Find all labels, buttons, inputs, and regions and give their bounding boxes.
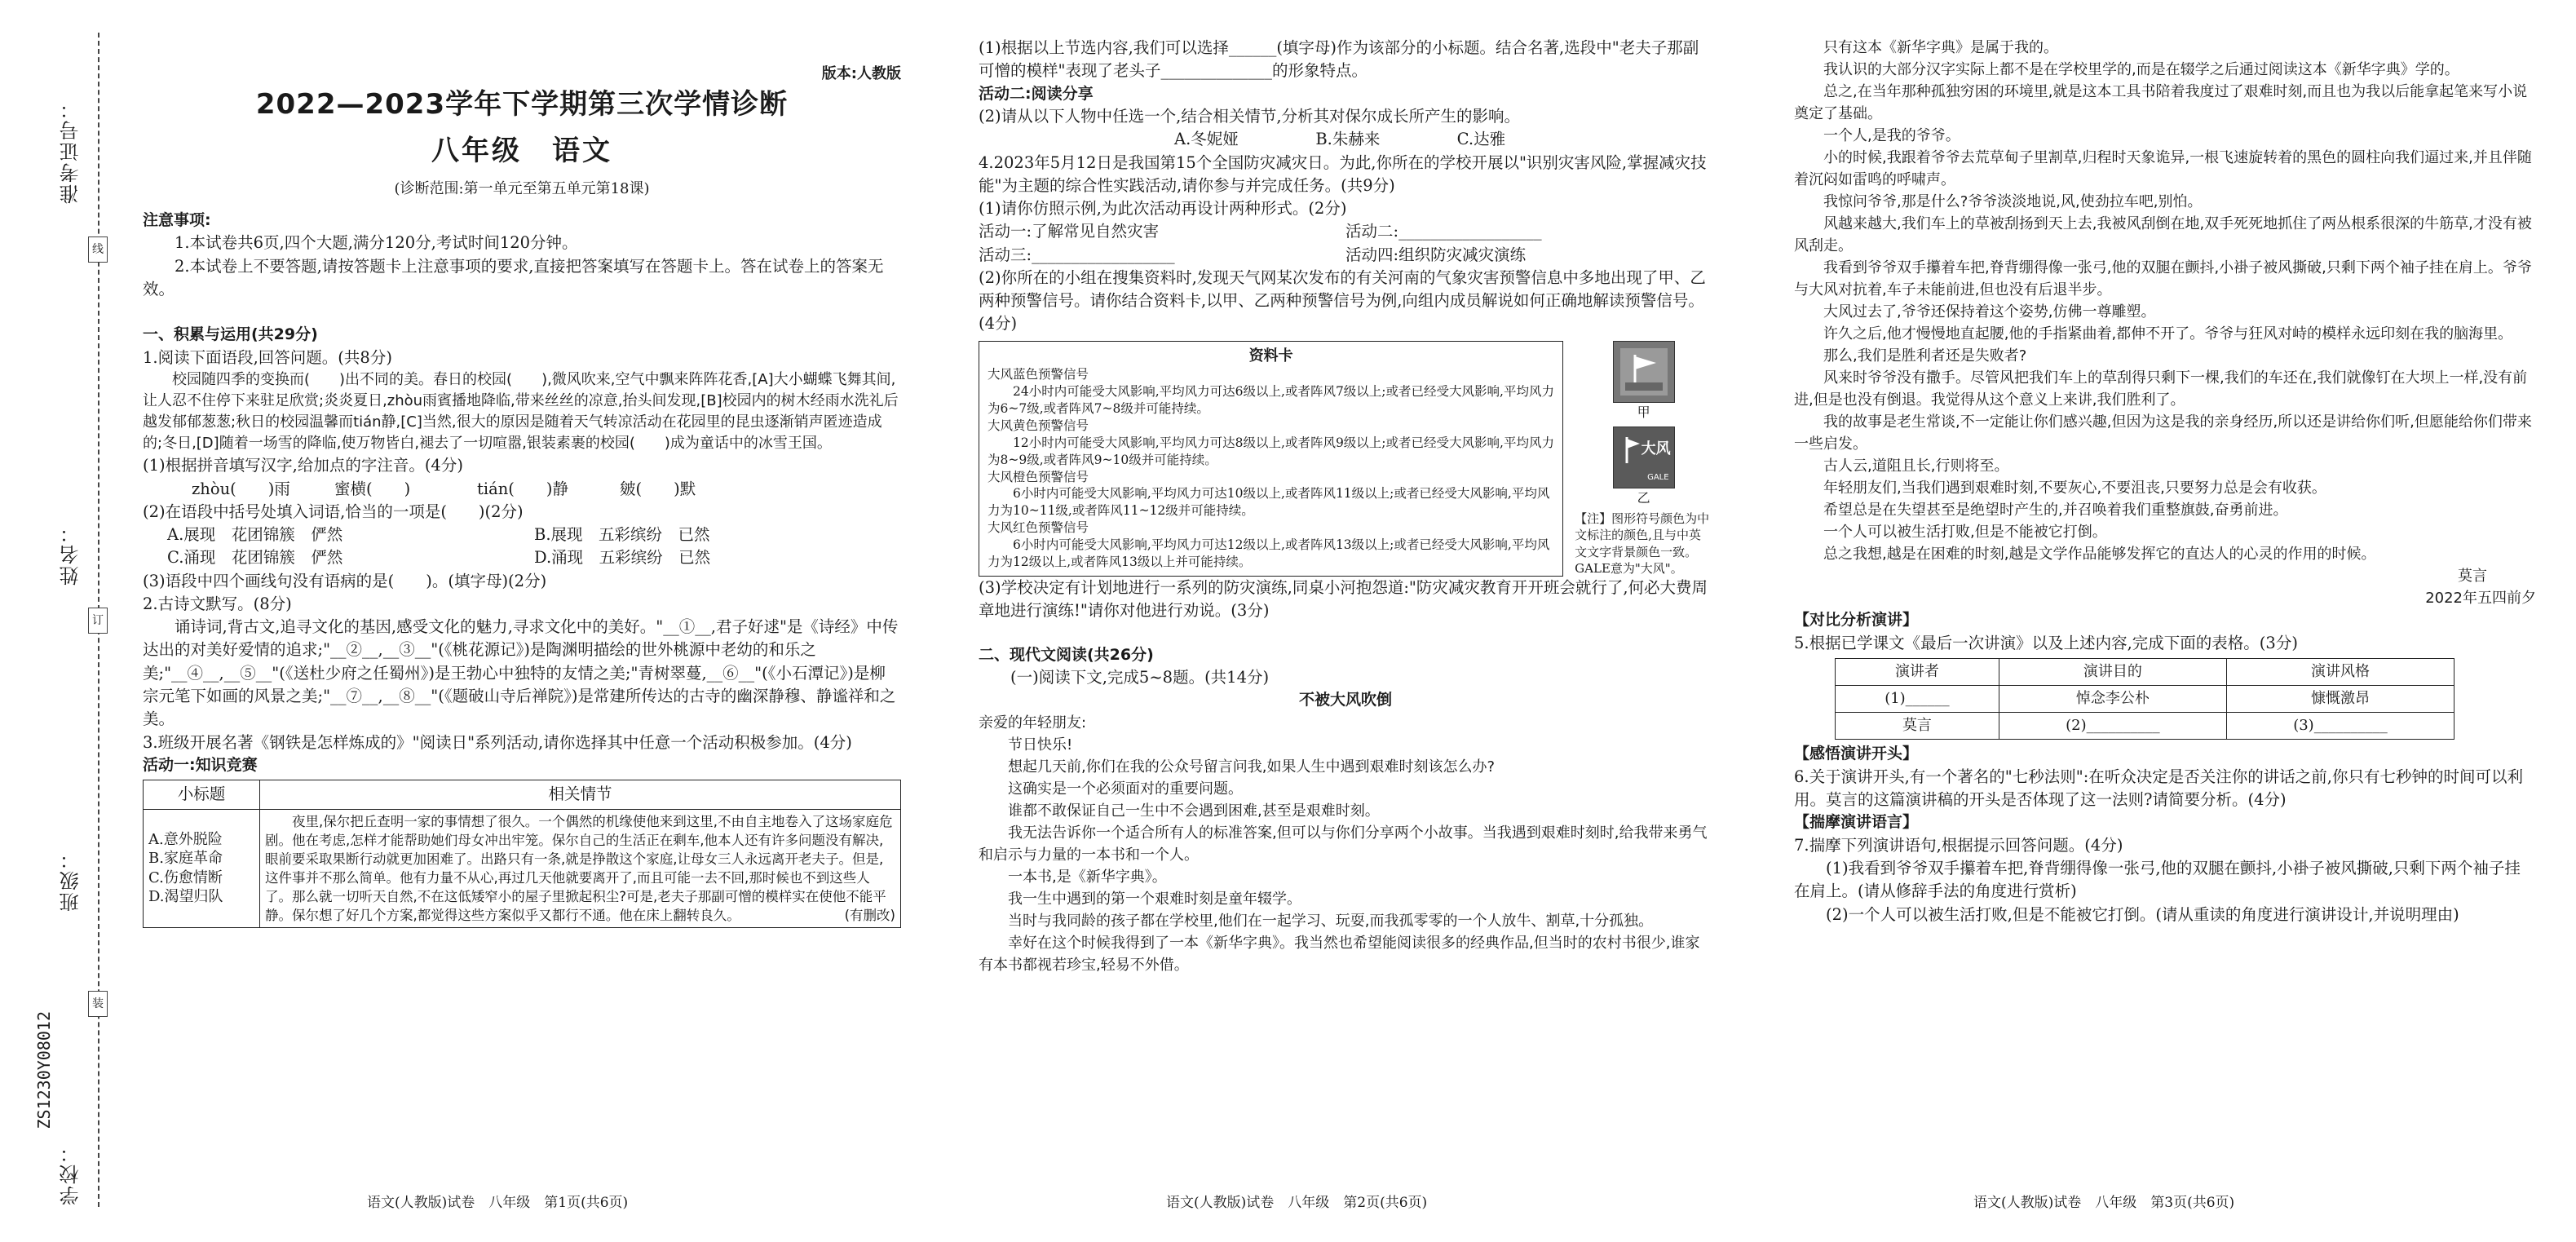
- binding-margin: [0, 0, 135, 1242]
- signal-a-label: 甲: [1637, 404, 1650, 420]
- essay-paragraph: 想起几天前,你们在我的公众号留言问我,如果人生中遇到艰难时刻该怎么办?: [1008, 758, 1495, 776]
- essay-paragraph: 谁都不敢保证自己一生中不会遇到困难,甚至是艰难时刻。: [1008, 802, 1380, 820]
- essay-paragraph: 总之,在当年那种孤独穷困的环境里,就是这本工具书陪着我度过了艰难时刻,而且也为我以后能拿起笔来写小说奠定了基础。: [1794, 83, 2528, 122]
- table-options-cell: [144, 809, 260, 928]
- plot-table: [143, 780, 901, 928]
- essay-paragraph: 风越来越大,我们车上的草被刮扬到天上去,我被风刮倒在地,双手死死地抓住了两丛根系很深的牛筋草,才没有被风刮走。: [1794, 215, 2532, 254]
- activity-2-label: 活动二:阅读分享: [979, 84, 1094, 103]
- page-footer: 语文(人教版)试卷 八年级 第1页(共6页): [367, 1195, 629, 1211]
- binding-tag-bind: 订: [88, 608, 108, 634]
- name-label: 姓名：: [60, 522, 82, 586]
- question-5: 5.根据已学课文《最后一次讲演》以及上述内容,完成下面的表格。(3分): [1794, 633, 2298, 652]
- essay-paragraph: 一个人可以被生活打败,但是不能被它打倒。: [1823, 524, 2107, 541]
- q3-options: [979, 128, 1598, 151]
- table-cell: 莫言: [1836, 713, 1999, 740]
- edition-label: 版本:人教版: [821, 65, 901, 82]
- activity-row: [979, 220, 1712, 243]
- binding-tag-staple: 装: [88, 991, 108, 1017]
- essay-paragraph: 这确实是一个必须面对的重要问题。: [1008, 780, 1243, 798]
- option-b: B.朱赫来: [1315, 130, 1381, 149]
- essay-paragraph: 当时与我同龄的孩子都在学校里,他们在一起学习、玩耍,而我孤零零的一个人放牛、割草,十分孤独。: [1008, 913, 1654, 930]
- signal-a: [1575, 341, 1712, 422]
- q1-pinyin-items: [143, 478, 762, 501]
- activity-item: 活动三:__________________: [979, 245, 1175, 264]
- wind-signal-icon: [1613, 427, 1675, 488]
- essay-paragraph: 许久之后,他才慢慢地直起腰,他的手指紧曲着,都伸不开了。爷爷与狂风对峙的模样永远印刻在我的脑海里。: [1823, 325, 2513, 343]
- table-row: [1836, 685, 2454, 712]
- plot-note: (有删改): [844, 908, 895, 924]
- activity-item: 活动二:__________________: [1345, 222, 1542, 241]
- question-2: 2.古诗文默写。(8分): [143, 594, 292, 613]
- material-card-area: [979, 341, 1712, 577]
- table-header: 小标题: [144, 780, 260, 809]
- essay-paragraph: 我的故事是老生常谈,不一定能让你们感兴趣,但因为这是我的亲身经历,所以还是讲给你们听,但愿能给你们带来一些启发。: [1794, 413, 2532, 453]
- signal-note: 【注】图形符号颜色为中文标注的颜色,且与中英文文字背景颜色一致。GALE意为"大风"。: [1575, 511, 1710, 576]
- essay-paragraph: 我看到爷爷双手攥着车把,脊背绷得像一张弓,他的双腿在颤抖,小褂子被风撕破,只剩下两个袖子挂在肩上。爷爷与大风对抗着,车子未能前进,但也没有后退半步。: [1794, 259, 2532, 298]
- school-label: 学校：: [60, 1142, 82, 1205]
- section-2-heading: 二、现代文阅读(共26分): [979, 645, 1154, 664]
- essay-paragraph: 亲爱的年轻朋友:: [979, 714, 1087, 731]
- q1-options-row: [143, 524, 901, 546]
- exam-number-label: 准考证号：: [60, 98, 82, 204]
- option-c: C.达雅: [1456, 130, 1506, 149]
- option-a: A.展现 花团锦簇 俨然: [167, 525, 343, 545]
- binding-tag-line: 线: [88, 236, 108, 263]
- table-header: 演讲风格: [2226, 658, 2454, 685]
- card-entry-text: 6小时内可能受大风影响,平均风力可达12级以上,或者阵风13级以上;或者已经受大风影响,平均风力为12级以上,或者阵风13级以上并可能持续。: [988, 537, 1550, 570]
- signal-b-text: 大风: [1641, 440, 1671, 457]
- q3-sub-1: (1)根据以上节选内容,我们可以选择______(填字母)作为该部分的小标题。结合名著,选段中"老夫子那副可憎的模样"表现了老头子______________的形象特点。: [979, 38, 1699, 81]
- essay-date: 2022年五四前夕: [2425, 590, 2536, 607]
- card-entry-text: 6小时内可能受大风影响,平均风力可达10级以上,或者阵风11级以上;或者已经受大风影响,平均风力为10~11级,或者阵风11~12级并可能持续。: [988, 486, 1550, 519]
- table-cell: (2)__________: [1999, 713, 2226, 740]
- table-cell: 悼念李公朴: [1999, 685, 2226, 712]
- wind-flag-icon: [1613, 341, 1675, 403]
- essay-paragraph: 节日快乐!: [1008, 736, 1073, 754]
- essay-paragraph: 年轻朋友们,当我们遇到艰难时刻,不要灰心,不要沮丧,只要努力总是会有收获。: [1823, 480, 2326, 497]
- essay-paragraph: 那么,我们是胜利者还是失败者?: [1823, 347, 2027, 365]
- exam-scope: (诊断范围:第一单元至第五单元第18课): [394, 179, 650, 197]
- question-6: 6.关于演讲开头,有一个著名的"七秒法则":在听众决定是否关注你的讲话之前,你只有七秒钟的时间可以利用。莫言的这篇演讲稿的开头是否体现了这一法则?请简要分析。(4分): [1794, 767, 2524, 809]
- q3-sub-2: (2)请从以下人物中任选一个,结合相关情节,分析其对保尔成长所产生的影响。: [979, 107, 1521, 126]
- card-entry-heading: 大风黄色预警信号: [988, 418, 1089, 433]
- subsection-contrast: 【对比分析演讲】: [1794, 611, 1919, 629]
- activity-row: [979, 244, 1712, 267]
- card-entry: [988, 469, 1554, 520]
- table-option: B.家庭革命: [148, 850, 223, 868]
- card-entry: [988, 519, 1554, 571]
- essay-paragraph: 我一生中遇到的第一个艰难时刻是童年辍学。: [1008, 891, 1301, 908]
- essay-signature: 莫言: [2458, 568, 2487, 585]
- card-entry-heading: 大风蓝色预警信号: [988, 367, 1089, 382]
- warning-signals: [1575, 341, 1712, 577]
- card-title: 资料卡: [1248, 347, 1293, 365]
- card-entry-text: 12小时内可能受大风影响,平均风力可达8级以上,或者阵风9级以上;或者已经受大风影响,平均风力为8~9级,或者阵风9~10级并可能持续。: [988, 435, 1554, 467]
- section-1-heading: 一、积累与运用(共29分): [143, 325, 318, 344]
- pinyin-item: 皴( )默: [620, 479, 696, 498]
- option-d: D.涌现 五彩缤纷 已然: [534, 548, 711, 568]
- signal-b: [1575, 427, 1712, 507]
- table-option: A.意外脱险: [148, 831, 223, 849]
- essay-paragraph: 我认识的大部分汉字实际上都不是在学校里学的,而是在辍学之后通过阅读这本《新华字典》学的。: [1823, 61, 2459, 78]
- card-entry: [988, 418, 1554, 469]
- card-entry-heading: 大风橙色预警信号: [988, 469, 1089, 484]
- pinyin-item: 蜜横( ): [334, 479, 411, 498]
- page-1: [143, 64, 901, 928]
- question-1: 1.阅读下面语段,回答问题。(共8分): [143, 347, 392, 367]
- speech-table: [1835, 658, 2454, 740]
- signal-b-sub: GALE: [1647, 473, 1669, 483]
- essay-body-continued: [1794, 37, 2536, 609]
- essay-paragraph: 希望总是在失望甚至是绝望时产生的,并召唤着我们重整旗鼓,奋勇前进。: [1823, 502, 2288, 519]
- question-4: 4.2023年5月12日是我国第15个全国防灾减灾日。为此,你所在的学校开展以"识别灾害风险,掌握减灾技能"为主题的综合性实践活动,请你参与并完成任务。(共9分): [979, 152, 1707, 195]
- table-cell: (1)______: [1836, 685, 1999, 712]
- option-b: B.展现 五彩缤纷 已然: [534, 525, 710, 545]
- table-row: [1836, 713, 2454, 740]
- essay-title: 不被大风吹倒: [1298, 691, 1392, 709]
- page-footer: 语文(人教版)试卷 八年级 第2页(共6页): [1166, 1195, 1428, 1211]
- table-cell: (3)__________: [2226, 713, 2454, 740]
- q1-options-row: [143, 546, 901, 569]
- table-option: C.伤愈情断: [148, 869, 223, 886]
- essay-paragraph: 一本书,是《新华字典》。: [1008, 869, 1167, 886]
- page-2: [979, 37, 1712, 976]
- q1-sub-2: (2)在语段中括号处填入词语,恰当的一项是( )(2分): [143, 502, 524, 521]
- essay-paragraph: 幸好在这个时候我得到了一本《新华字典》。我当然也希望能阅读很多的经典作品,但当时的农村书很少,谁家有本书都视若珍宝,轻易不外借。: [979, 935, 1700, 974]
- table-plot-cell: [260, 809, 901, 928]
- q1-sub-1: (1)根据拼音填写汉字,给加点的字注音。(4分): [143, 456, 463, 475]
- option-a: A.冬妮娅: [1174, 130, 1239, 149]
- subsection-language: 【揣摩演讲语言】: [1794, 813, 1919, 832]
- option-c: C.涌现 花团锦簇 俨然: [167, 548, 343, 568]
- essay-paragraph: 小的时候,我跟着爷爷去荒草甸子里割草,归程时天象诡异,一根飞速旋转着的黑色的圆柱向我们逼过来,并且伴随着沉闷如雷鸣的呼啸声。: [1794, 149, 2532, 188]
- page-3: [1794, 37, 2536, 926]
- q2-text: 诵诗词,背古文,追寻文化的基因,感受文化的魅力,寻求文化中的美好。"__①__,君子好逑"是《诗经》中传达出的对美好爱情的追求;"__②__,__③__"(《桃花源记》)是陶渊明描绘的世外桃源中老幼的和乐之美;"__④__,__⑤__"(《送杜少府之任蜀州》)是王勃心中独特的友情之美;"青树翠蔓,__⑥__"(《小石潭记》)是柳宗元笔下如画的风景之美;"__⑦__,__⑧__"(《题破山寺后禅院》)是常建所传达的古寺的幽深静穆、静谧祥和之美。: [143, 617, 899, 729]
- essay-paragraph: 总之我想,越是在困难的时刻,越是文学作品能够发挥它的直达人的心灵的作用的时候。: [1823, 546, 2376, 563]
- class-label: 班级：: [60, 848, 82, 912]
- note-item: 2.本试卷上不要答题,请按答题卡上注意事项的要求,直接把答案填写在答题卡上。答在试卷上的答案无效。: [143, 256, 884, 298]
- q4-sub-2: (2)你所在的小组在搜集资料时,发现天气网某次发布的有关河南的气象灾害预警信息中多地出现了甲、乙两种预警信号。请你结合资料卡,以甲、乙两种预警信号为例,向组内成员解说如何正确地解读预警信号。(4分): [979, 267, 1706, 334]
- material-card: [979, 341, 1563, 577]
- subsection-opening: 【感悟演讲开头】: [1794, 745, 1919, 763]
- activity-item: 活动四:组织防灾减灾演练: [1345, 245, 1527, 264]
- plot-text: 夜里,保尔把丘查明一家的事情想了很久。一个偶然的机缘使他来到这里,不由自主地卷入了这场家庭危剧。他在考虑,怎样才能帮助她们母女冲出牢笼。保尔自己的生活正在剩车,他本人还有许多问题没有解决,眼前要采取果断行动就更加困难了。出路只有一条,就是挣散这个家庭,让母女三人永远离开老夫子。但是,这件事并不那么简单。他有力量不从心,再过几天他就要离开了,而且可能一去不回,那时候也不到这些人了。那么就一切听天自然,不在这低矮窄小的屋子里掀起积尘?可是,老夫子那副可憎的模样实在使他不能平静。保尔想了好几个方案,都觉得这些方案似乎又都行不通。他在床上翻转良久。: [265, 813, 893, 924]
- paper-code: ZS1230Y08012: [34, 1011, 54, 1129]
- pinyin-item: zhòu( )雨: [192, 479, 290, 498]
- page-footer: 语文(人教版)试卷 八年级 第3页(共6页): [1973, 1195, 2235, 1211]
- essay-body: [979, 712, 1712, 976]
- exam-subtitle: 八年级 语文: [431, 135, 612, 168]
- table-header: 相关情节: [260, 780, 901, 809]
- essay-paragraph: 大风过去了,爷爷还保持着这个姿势,仿佛一尊雕塑。: [1823, 303, 2156, 320]
- table-header: 演讲者: [1836, 658, 1999, 685]
- exam-title: 2022—2023学年下学期第三次学情诊断: [255, 88, 789, 122]
- question-3: 3.班级开展名著《钢铁是怎样炼成的》"阅读日"系列活动,请你选择其中任意一个活动积极参加。(4分): [143, 732, 852, 752]
- note-item: 1.本试卷共6页,四个大题,满分120分,考试时间120分钟。: [175, 233, 578, 253]
- essay-paragraph: 我惊问爷爷,那是什么?爷爷淡淡地说,风,使劲拉车吧,别怕。: [1823, 193, 2203, 210]
- q1-passage: 校园随四季的变换而( )出不同的美。春日的校园( ),微风吹来,空气中飘来阵阵花香,[A]大小蝴蝶飞舞其间,让人忍不住停下来驻足欣赏;炎炎夏日,zhòu雨賓播地降临,带来丝丝的凉意,抬头间发现,[B]校园内的树木经雨水洗礼后越发郁郁葱葱;秋日的校园温馨而tián静,[C]当然,很大的原因是随着天气转凉活动在花园里的昆虫逐渐销声匿迹造成的;冬日,[D]随着一场雪的降临,使万物皆白,褪去了一切喧嚣,银装素裹的校园( )成为童话中的冰雪王国。: [143, 370, 899, 453]
- essay-paragraph: 古人云,道阻且长,行则将至。: [1823, 457, 2009, 475]
- notes-heading: 注意事项:: [143, 210, 211, 229]
- table-cell: 慷慨激昂: [2226, 685, 2454, 712]
- activity-item: 活动一:了解常见自然灾害: [979, 222, 1160, 241]
- essay-paragraph: 只有这本《新华字典》是属于我的。: [1823, 39, 2058, 56]
- q1-sub-3: (3)语段中四个画线句没有语病的是( )。(填字母)(2分): [143, 571, 547, 590]
- q4-sub-1: (1)请你仿照示例,为此次活动再设计两种形式。(2分): [979, 199, 1347, 219]
- card-entry: [988, 366, 1554, 418]
- table-option: D.渴望归队: [148, 888, 223, 906]
- question-7: 7.揣摩下列演讲语句,根据提示回答问题。(4分): [1794, 835, 2123, 855]
- pinyin-item: tián( )静: [477, 479, 568, 498]
- essay-paragraph: 一个人,是我的爷爷。: [1823, 127, 1960, 144]
- table-header: 演讲目的: [1999, 658, 2226, 685]
- essay-paragraph: 风来时爷爷没有撒手。尽管风把我们车上的草刮得只剩下一棵,我们的车还在,我们就像钉在大坝上一样,没有前进,但是也没有倒退。我觉得从这个意义上来讲,我们胜利了。: [1794, 369, 2528, 409]
- card-entry-heading: 大风红色预警信号: [988, 520, 1089, 536]
- q4-sub-3: (3)学校决定有计划地进行一系列的防灾演练,同桌小河抱怨道:"防灾减灾教育开开班会就行了,何必大费周章地进行演练!"请你对他进行劝说。(3分): [979, 578, 1708, 621]
- essay-paragraph: 我无法告诉你一个适合所有人的标准答案,但可以与你们分享两个小故事。当我遇到艰难时刻时,给我带来勇气和启示与力量的一本书和一个人。: [979, 824, 1708, 864]
- q7-sub-2: (2)一个人可以被生活打败,但是不能被它打倒。(请从重读的角度进行演讲设计,并说明理由): [1826, 904, 2459, 924]
- activity-1-label: 活动一:知识竞赛: [143, 755, 258, 774]
- q7-sub-1: (1)我看到爷爷双手攥着车把,脊背绷得像一张弓,他的双腿在颤抖,小褂子被风撕破,只剩下两个袖子挂在肩上。(请从修辞手法的角度进行赏析): [1794, 858, 2521, 901]
- card-entry-text: 24小时内可能受大风影响,平均风力可达6级以上,或者阵风7级以上;或者已经受大风影响,平均风力为6~7级,或者阵风7~8级并可能持续。: [988, 383, 1554, 416]
- part-1-heading: (一)阅读下文,完成5~8题。(共14分): [1010, 668, 1270, 687]
- signal-b-label: 乙: [1637, 489, 1650, 506]
